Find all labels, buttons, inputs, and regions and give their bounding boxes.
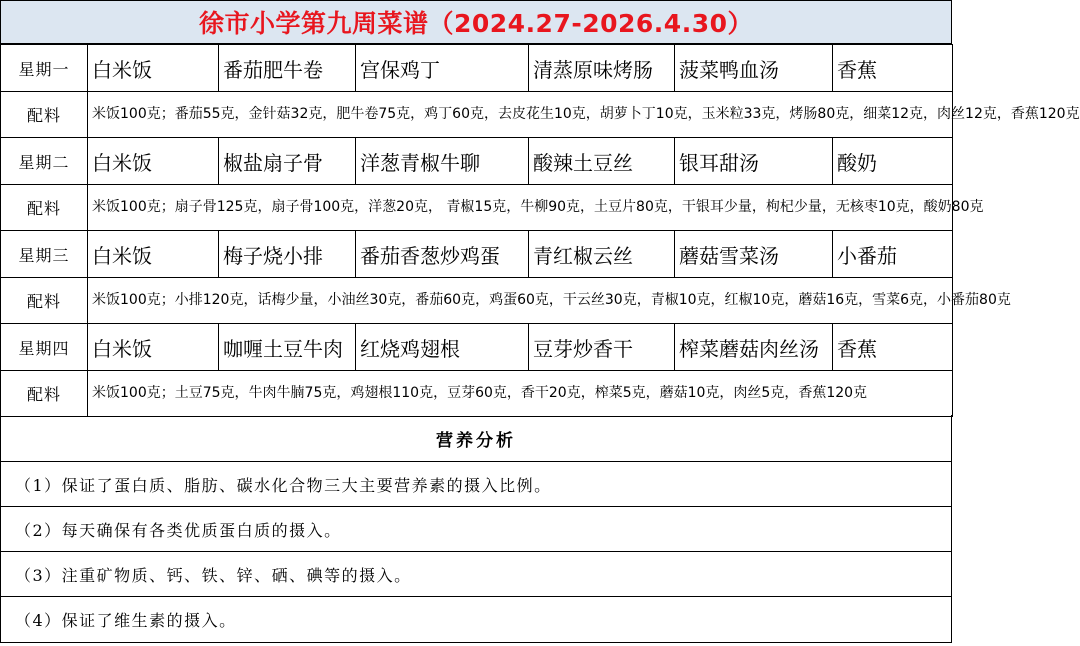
nutrition-analysis xyxy=(0,415,952,643)
dish-cell: 白米饭 xyxy=(88,138,219,185)
dish-cell: 番茄香葱炒鸡蛋 xyxy=(356,231,529,278)
day-label: 星期二 xyxy=(1,138,88,185)
nutrition-item: （4）保证了维生素的摄入。 xyxy=(15,611,237,630)
day-row-wednesday xyxy=(1,231,953,278)
dish-cell: 榨菜蘑菇肉丝汤 xyxy=(675,324,833,371)
ingredients-label: 配料 xyxy=(1,185,88,231)
day-row-monday xyxy=(1,45,953,92)
dish-cell: 白米饭 xyxy=(88,45,219,92)
dish-cell: 青红椒云丝 xyxy=(529,231,675,278)
nutrition-heading: 营养分析 xyxy=(1,415,951,462)
ingredients-label: 配料 xyxy=(1,371,88,417)
dish-cell: 银耳甜汤 xyxy=(675,138,833,185)
ingredient-row-monday xyxy=(1,92,953,138)
ingredients-text: 米饭100克；土豆75克，牛肉牛腩75克，鸡翅根110克，豆芽60克，香干20克，榨菜5克，蘑菇10克，肉丝5克，香蕉120克 xyxy=(88,371,953,417)
ingredient-row-tuesday xyxy=(1,185,953,231)
day-label: 星期一 xyxy=(1,45,88,92)
dish-cell: 梅子烧小排 xyxy=(219,231,356,278)
weekly-menu-table xyxy=(0,44,1080,417)
dish-cell: 酸辣土豆丝 xyxy=(529,138,675,185)
day-row-tuesday xyxy=(1,138,953,185)
dish-cell: 蘑菇雪菜汤 xyxy=(675,231,833,278)
dish-cell: 小番茄 xyxy=(833,231,953,278)
dish-cell: 酸奶 xyxy=(833,138,953,185)
day-row-thursday xyxy=(1,324,953,371)
day-label: 星期四 xyxy=(1,324,88,371)
dish-cell: 宫保鸡丁 xyxy=(356,45,529,92)
dish-cell: 白米饭 xyxy=(88,324,219,371)
dish-cell: 清蒸原味烤肠 xyxy=(529,45,675,92)
menu-title-bar xyxy=(0,0,952,44)
menu-title: 徐市小学第九周菜谱（2024.27-2026.4.30） xyxy=(198,9,753,38)
dish-cell: 番茄肥牛卷 xyxy=(219,45,356,92)
ingredients-label: 配料 xyxy=(1,92,88,138)
dish-cell: 豆芽炒香干 xyxy=(529,324,675,371)
dish-cell: 洋葱青椒牛聊 xyxy=(356,138,529,185)
day-label: 星期三 xyxy=(1,231,88,278)
nutrition-item: （3）注重矿物质、钙、铁、锌、硒、碘等的摄入。 xyxy=(1,552,951,597)
nutrition-item: （1）保证了蛋白质、脂肪、碳水化合物三大主要营养素的摄入比例。 xyxy=(1,462,951,507)
dish-cell: 白米饭 xyxy=(88,231,219,278)
dish-cell: 香蕉 xyxy=(833,45,953,92)
ingredients-text: 米饭100克；扇子骨125克，扇子骨100克，洋葱20克， 青椒15克，牛柳90克，土豆片80克，干银耳少量，枸杞少量，无核枣10克，酸奶80克 xyxy=(88,185,953,231)
ingredients-label: 配料 xyxy=(1,278,88,324)
dish-cell: 咖喱土豆牛肉 xyxy=(219,324,356,371)
dish-cell: 椒盐扇子骨 xyxy=(219,138,356,185)
dish-cell: 红烧鸡翅根 xyxy=(356,324,529,371)
ingredient-row-wednesday xyxy=(1,278,953,324)
dish-cell: 香蕉 xyxy=(833,324,953,371)
nutrition-item: （2）每天确保有各类优质蛋白质的摄入。 xyxy=(1,507,951,552)
ingredients-text: 米饭100克；番茄55克，金针菇32克，肥牛卷75克，鸡丁60克，去皮花生10克，胡萝卜丁10克，玉米粒33克，烤肠80克，细菜12克，肉丝12克，香蕉120克 xyxy=(88,92,953,138)
ingredient-row-thursday xyxy=(1,371,953,417)
ingredients-text: 米饭100克；小排120克，话梅少量，小油丝30克，番茄60克，鸡蛋60克，干云丝30克，青椒10克，红椒10克，蘑菇16克，雪菜6克，小番茄80克 xyxy=(88,278,953,324)
dish-cell: 菠菜鸭血汤 xyxy=(675,45,833,92)
